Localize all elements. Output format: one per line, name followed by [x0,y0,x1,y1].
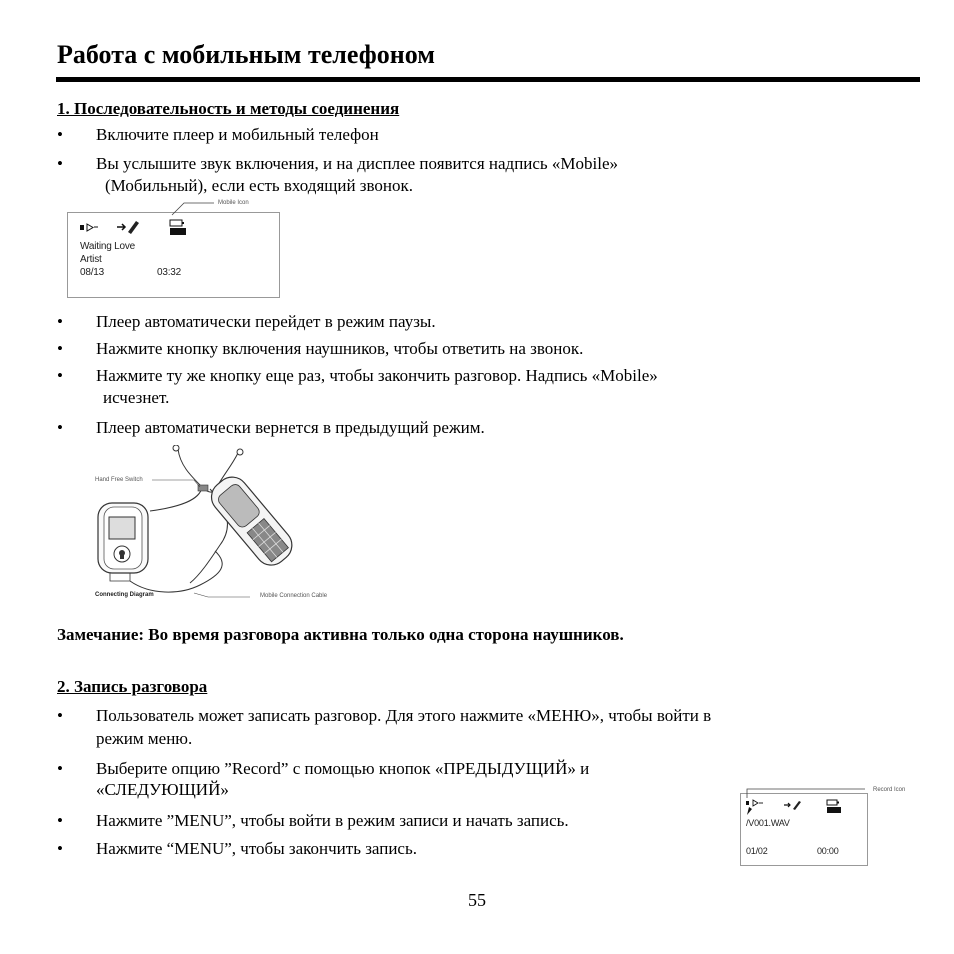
title-rule [56,77,920,82]
list-item-text: Нажмите “MENU”, чтобы закончить запись. [96,839,417,858]
mobile-screen [67,212,280,298]
bullet-dot: • [57,418,63,437]
bullet-dot: • [57,839,63,858]
mobile-icon-callout: Mobile Icon [218,200,249,206]
connection-illustration [90,445,340,605]
bullet-dot: • [57,154,63,173]
cable-callout: Mobile Connection Cable [260,593,328,599]
section1-heading: 1. Последовательность и методы соединения [57,99,400,118]
bullet-dot: • [57,366,63,385]
file-name: /V001.WAV [746,818,790,828]
list-item-text: Вы услышите звук включения, и на дисплее появится надпись «Mobile» [96,154,619,173]
diagram-caption: Connecting Diagram [95,592,154,598]
mobile-icon [116,219,142,235]
list-item-text: Плеер автоматически вернется в предыдущий режим. [96,418,485,437]
artist-name: Artist [80,254,102,265]
record-time: 00:00 [817,846,839,856]
song-title: Waiting Love [80,241,136,252]
bullet-dot: • [57,811,63,830]
section2-heading: 2. Запись разговора [57,677,208,696]
page-number: 55 [468,890,486,910]
list-item-text: Нажмите ”MENU”, чтобы войти в режим записи и начать запись. [96,811,569,830]
list-item-continuation: исчезнет. [103,388,170,407]
bullet-dot: • [57,706,63,725]
switch-callout: Hand Free Switch [95,477,143,483]
track-counter: 08/13 [80,267,105,278]
record-icon-callout: Record Icon [873,787,906,793]
record-screen [740,793,868,866]
connecting-diagram [90,445,340,605]
bullet-dot: • [57,339,63,358]
list-item-text: Включите плеер и мобильный телефон [96,125,379,144]
list-item-text: Нажмите кнопку включения наушников, чтобы ответить на звонок. [96,339,584,358]
callout-line [745,786,875,802]
list-item-text: Пользователь может записать разговор. Для этого нажмите «МЕНЮ», чтобы войти в [96,706,712,725]
list-item-text: Плеер автоматически перейдет в режим паузы. [96,312,436,331]
list-item-continuation: (Мобильный), если есть входящий звонок. [105,176,414,195]
bullet-dot: • [57,759,63,778]
note-text: Замечание: Во время разговора активна только одна сторона наушников. [57,625,624,644]
play-icon [80,223,100,233]
track-counter: 01/02 [746,846,768,856]
bullet-dot: • [57,312,63,331]
battery-icon [168,219,188,237]
list-item-text: Выберите опцию ”Record” с помощью кнопок «ПРЕДЫДУЩИЙ» и [96,759,590,778]
list-item-text: Нажмите ту же кнопку еще раз, чтобы закончить разговор. Надпись «Mobile» [96,366,658,385]
bullet-dot: • [57,125,63,144]
page-title: Работа с мобильным телефоном [57,40,435,69]
list-item-continuation: режим меню. [96,729,193,748]
list-item-continuation: «СЛЕДУЮЩИЙ» [96,780,229,799]
play-time: 03:32 [157,267,182,278]
